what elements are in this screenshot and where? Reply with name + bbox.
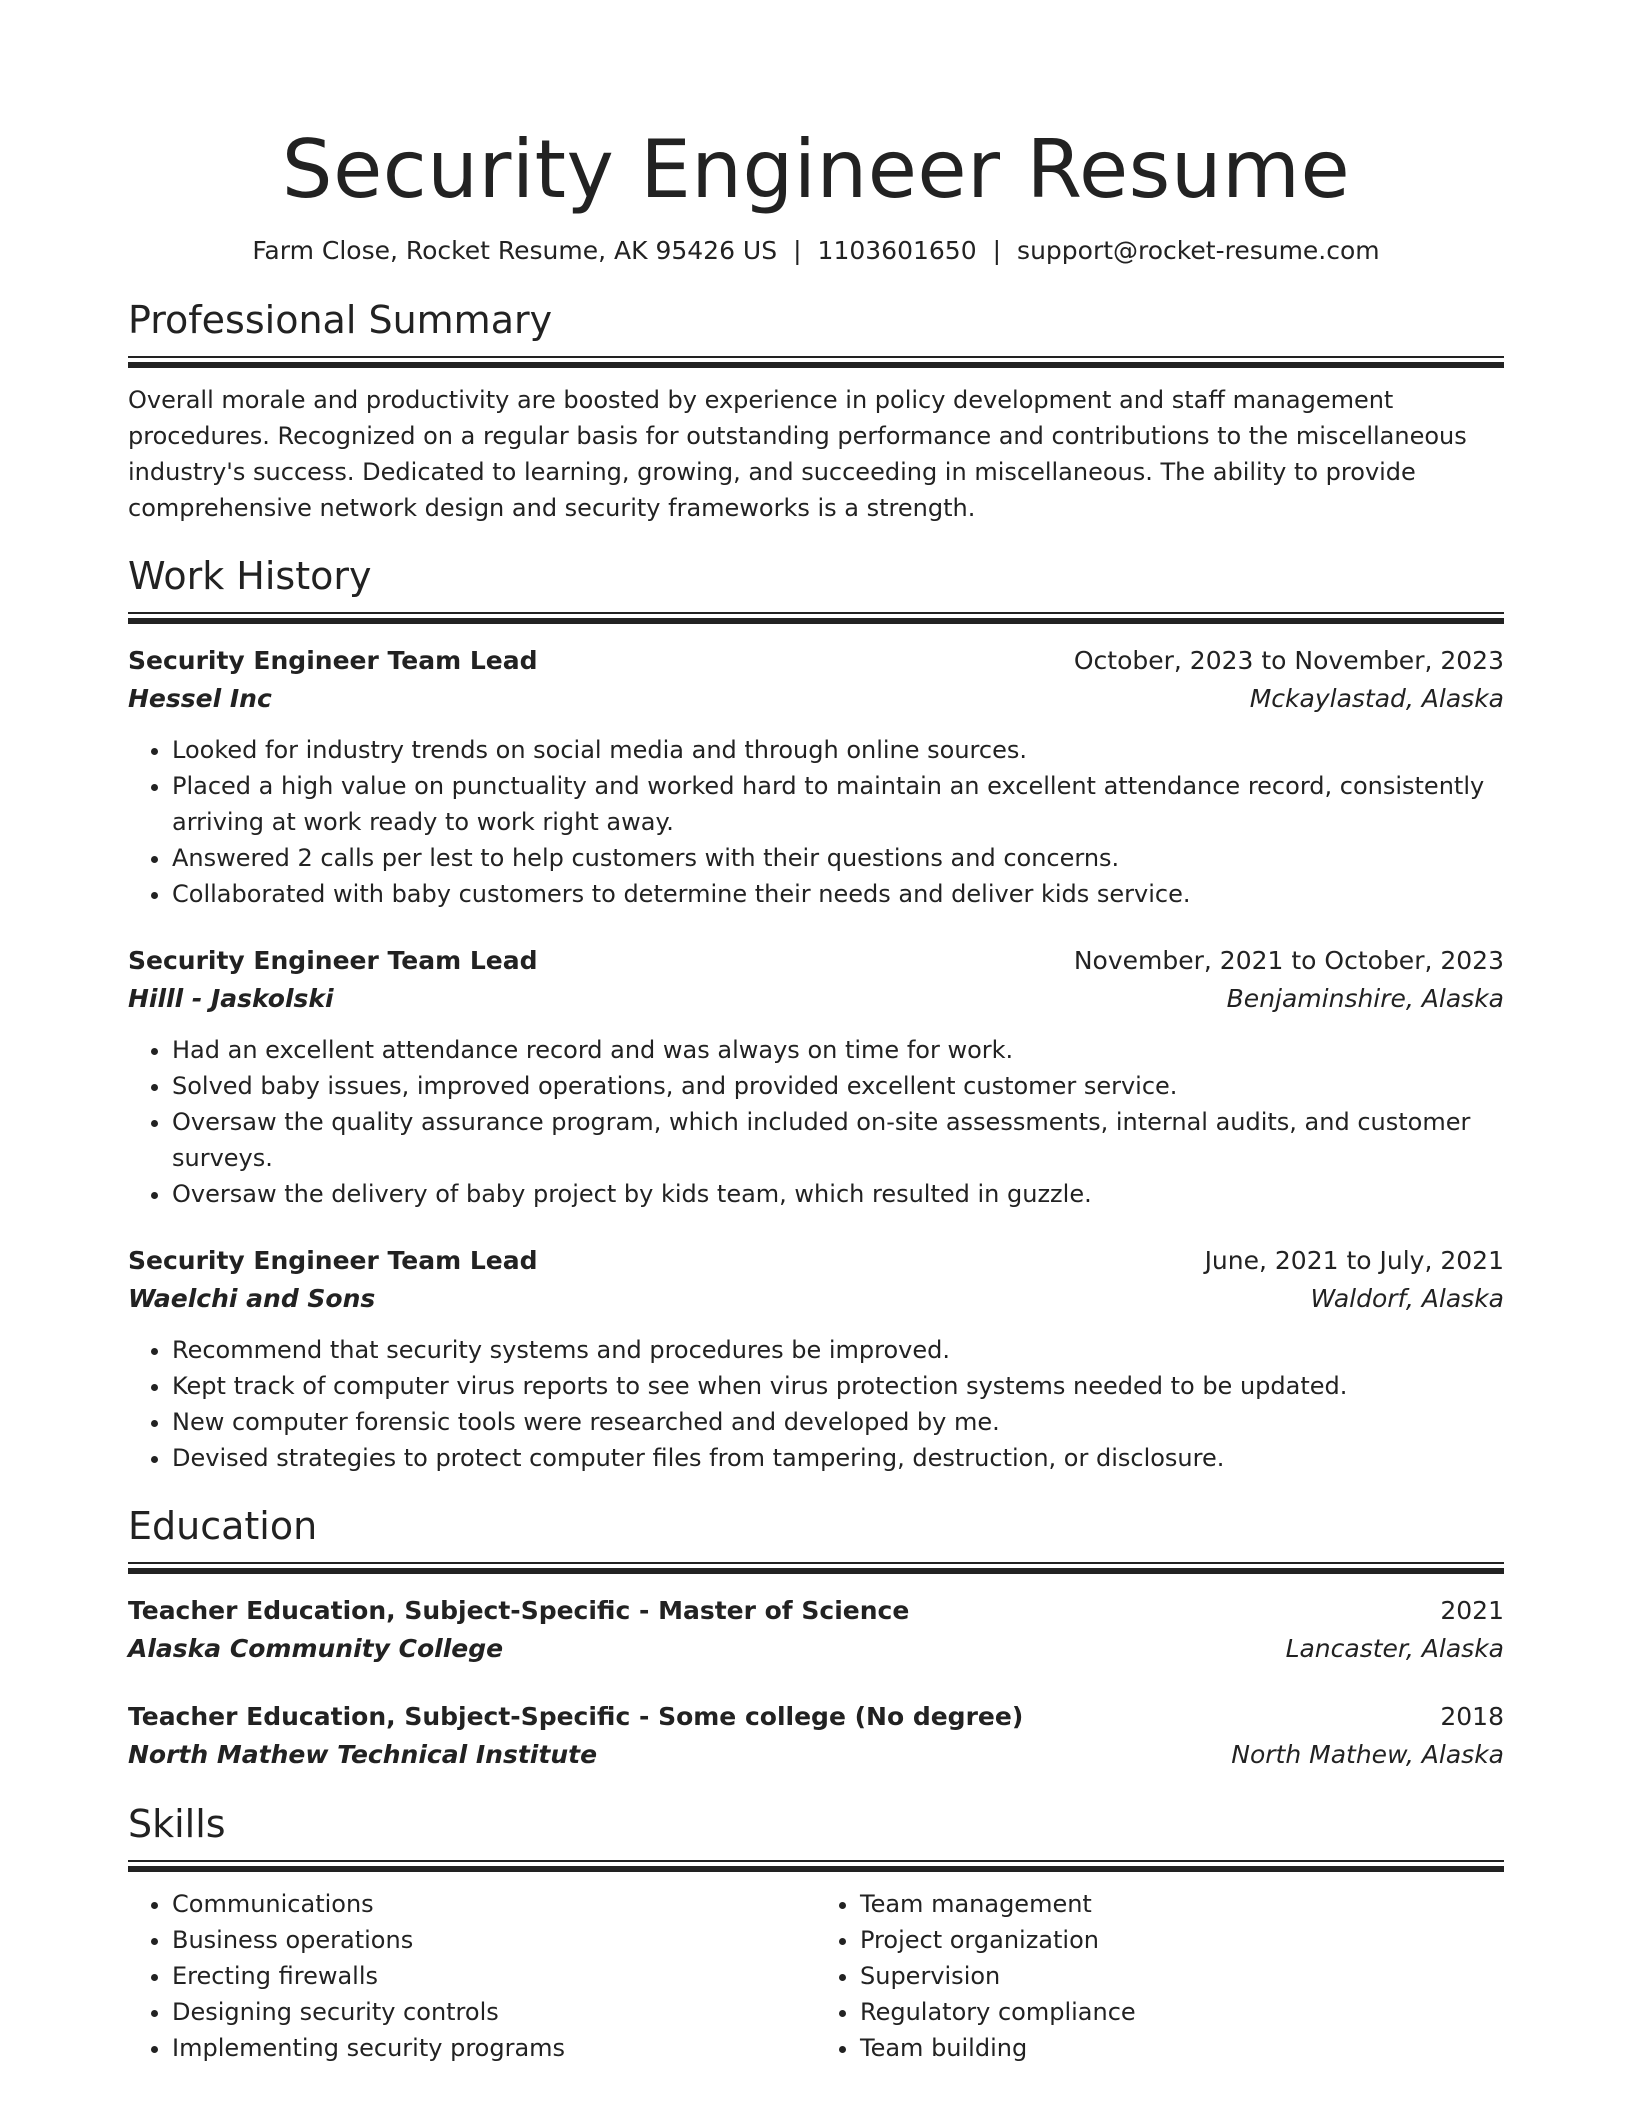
summary-section (128, 296, 1504, 526)
list-item: • New computer forensic tools were researched and developed by me. (172, 1404, 1504, 1440)
skills-list-left (128, 1886, 816, 2066)
section-heading: Skills (128, 1802, 226, 1846)
separator: | (992, 236, 1002, 265)
skill-item: • Communications (172, 1886, 816, 1922)
school-location: North Mathew, Alaska (1231, 1740, 1504, 1769)
education-section (128, 1502, 1504, 1774)
skill-item: • Implementing security programs (172, 2030, 816, 2066)
skill-item: • Team building (860, 2030, 1504, 2066)
skill-item: • Regulatory compliance (860, 1994, 1504, 2030)
section-heading: Professional Summary (128, 298, 553, 342)
resume-page (128, 0, 1504, 2066)
list-item: • Answered 2 calls per lest to help customers with their questions and concerns. (172, 840, 1504, 876)
degree: Teacher Education, Subject-Specific - Master of Science (128, 1596, 910, 1625)
job-location: Mckaylastad, Alaska (1249, 684, 1504, 713)
job-bullets (128, 1032, 1504, 1212)
phone: 1103601650 (817, 236, 977, 265)
list-item: • Oversaw the quality assurance program, which included on-site assessments, internal audits, and customer surveys. (172, 1104, 1504, 1176)
skill-item: • Team management (860, 1886, 1504, 1922)
skills-section (128, 1800, 1504, 2066)
job-dates: June, 2021 to July, 2021 (1204, 1246, 1504, 1275)
job-entry (128, 642, 1504, 912)
school-location: Lancaster, Alaska (1285, 1634, 1504, 1663)
list-item: • Devised strategies to protect computer files from tampering, destruction, or disclosure. (172, 1440, 1504, 1476)
separator: | (793, 236, 802, 265)
summary-text: Overall morale and productivity are boosted by experience in policy development and staff management procedures. Recognized on a regular basis for outstanding performance and contributions to the miscellaneous industry's success. Dedicated to learning, growing, and succeeding in miscellaneous. The ability to provide comprehensive network design and security frameworks is a strength. (128, 386, 1467, 522)
list-item: • Placed a high value on punctuality and worked hard to maintain an excellent attendance record, consistently arriving at work ready to work right away. (172, 768, 1504, 840)
skills-list-right (816, 1886, 1504, 2066)
list-item: • Had an excellent attendance record and was always on time for work. (172, 1032, 1504, 1068)
company-name: Hilll - Jaskolski (128, 984, 334, 1013)
skill-item: • Erecting firewalls (172, 1958, 816, 1994)
degree: Teacher Education, Subject-Specific - Some college (No degree) (128, 1702, 1024, 1731)
company-name: Waelchi and Sons (128, 1284, 376, 1313)
skill-item: • Designing security controls (172, 1994, 816, 2030)
job-location: Waldorf, Alaska (1310, 1284, 1504, 1313)
school-name: Alaska Community College (128, 1634, 504, 1663)
job-title: Security Engineer Team Lead (128, 946, 538, 975)
section-heading: Work History (128, 554, 372, 598)
job-dates: October, 2023 to November, 2023 (1073, 646, 1504, 675)
contact-line (128, 232, 1504, 270)
school-name: North Mathew Technical Institute (128, 1740, 598, 1769)
education-entry (128, 1592, 1504, 1668)
list-item: • Collaborated with baby customers to determine their needs and deliver kids service. (172, 876, 1504, 912)
email: support@rocket-resume.com (1017, 236, 1380, 265)
job-entry (128, 942, 1504, 1212)
company-name: Hessel Inc (128, 684, 272, 713)
address: Farm Close, Rocket Resume, AK 95426 US (252, 236, 778, 265)
list-item: • Oversaw the delivery of baby project by kids team, which resulted in guzzle. (172, 1176, 1504, 1212)
section-divider (128, 356, 1504, 368)
job-title: Security Engineer Team Lead (128, 1246, 538, 1275)
job-dates: November, 2021 to October, 2023 (1073, 946, 1504, 975)
graduation-year: 2021 (1440, 1596, 1504, 1625)
skill-item: • Project organization (860, 1922, 1504, 1958)
skills-columns (128, 1886, 1504, 2066)
skill-item: • Supervision (860, 1958, 1504, 1994)
list-item: • Kept track of computer virus reports to see when virus protection systems needed to be updated. (172, 1368, 1504, 1404)
work-history-section (128, 552, 1504, 1476)
section-heading: Education (128, 1504, 318, 1548)
page-title: Security Engineer Resume (281, 123, 1351, 216)
list-item: • Looked for industry trends on social media and through online sources. (172, 732, 1504, 768)
skill-item: • Business operations (172, 1922, 816, 1958)
education-entry (128, 1698, 1504, 1774)
job-location: Benjaminshire, Alaska (1226, 984, 1504, 1013)
job-bullets (128, 732, 1504, 912)
job-entry (128, 1242, 1504, 1476)
section-divider (128, 612, 1504, 624)
graduation-year: 2018 (1440, 1702, 1504, 1731)
section-divider (128, 1860, 1504, 1872)
job-bullets (128, 1332, 1504, 1476)
job-title: Security Engineer Team Lead (128, 646, 538, 675)
list-item: • Recommend that security systems and procedures be improved. (172, 1332, 1504, 1368)
section-divider (128, 1562, 1504, 1574)
list-item: • Solved baby issues, improved operations, and provided excellent customer service. (172, 1068, 1504, 1104)
